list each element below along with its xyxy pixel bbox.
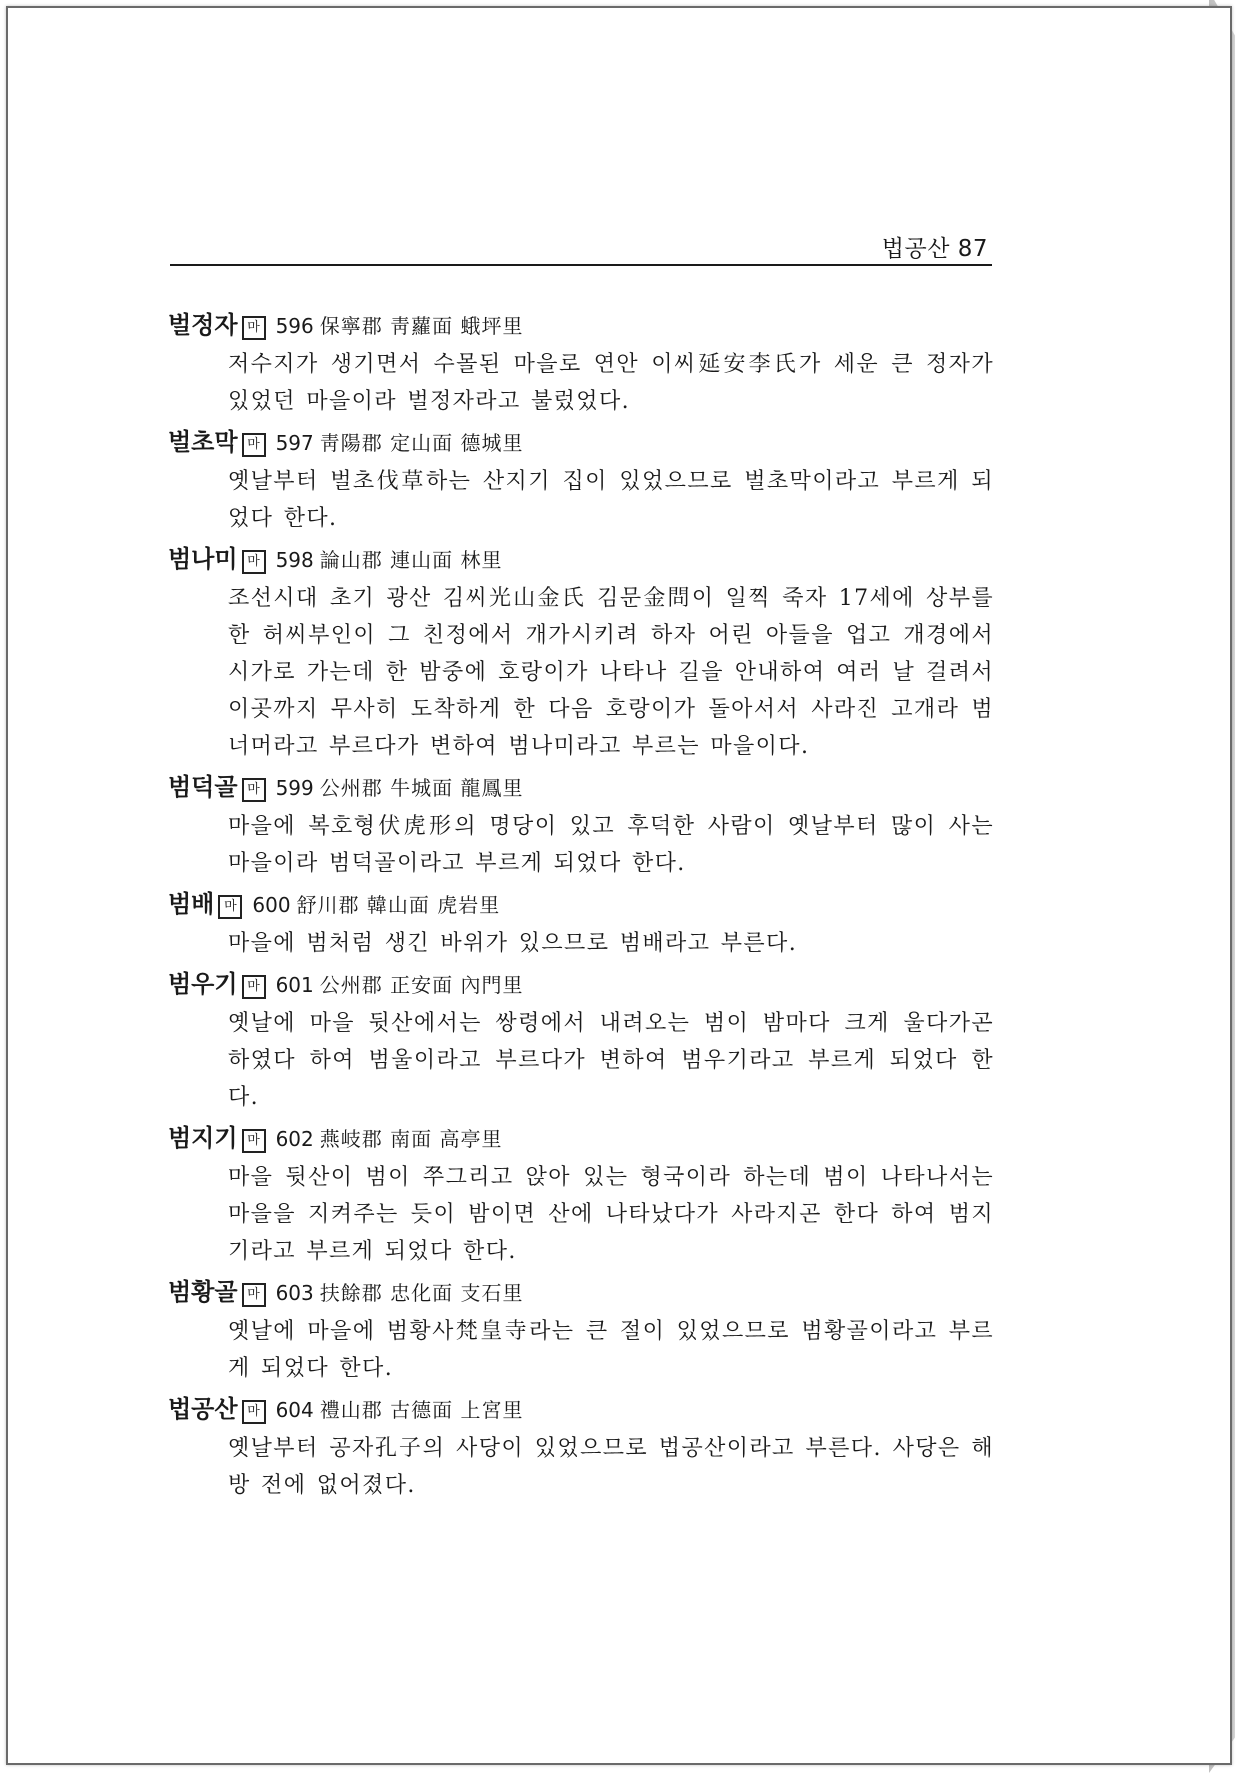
village-badge-icon: 마 [242, 1400, 266, 1424]
entry-number: 597 [275, 431, 314, 455]
entry-location: 燕岐郡 南面 高亭里 [319, 1127, 503, 1151]
entry-location: 公州郡 正安面 內門里 [319, 973, 524, 997]
entry-head [168, 1392, 994, 1427]
entry-head [168, 967, 994, 1002]
village-badge-icon: 마 [242, 1129, 266, 1153]
entry [168, 770, 994, 882]
entry-location: 禮山郡 古德面 上宮里 [319, 1398, 524, 1422]
entry [168, 1392, 994, 1504]
village-badge-icon: 마 [242, 778, 266, 802]
entry-title: 벌초막 [168, 428, 238, 456]
entry-description: 마을 뒷산이 범이 쭈그리고 앉아 있는 형국이라 하는데 범이 나타나서는 마을을 지켜주는 듯이 밤이면 산에 나타났다가 사라지곤 한다 하여 범지기라고 부르게 되었다 한다. [228, 1165, 994, 1264]
entry [168, 1121, 994, 1270]
entry-number: 604 [275, 1398, 314, 1422]
entry-head [168, 1275, 994, 1310]
entry-list [168, 308, 994, 1509]
entry-title: 범나미 [168, 545, 238, 573]
entry-title: 벌정자 [168, 311, 238, 339]
entry-location: 公州郡 牛城面 龍鳳里 [319, 776, 524, 800]
entry-head [168, 1121, 994, 1156]
village-badge-icon: 마 [242, 975, 266, 999]
entry [168, 425, 994, 537]
entry-title: 범지기 [168, 1124, 238, 1152]
entry-description: 옛날에 마을 뒷산에서는 쌍령에서 내려오는 범이 밤마다 크게 울다가곤 하였다 하여 범울이라고 부르다가 변하여 범우기라고 부르게 되었다 한다. [228, 1011, 994, 1110]
entry-number: 599 [275, 776, 314, 800]
village-badge-icon: 마 [242, 1283, 266, 1307]
village-badge-icon: 마 [242, 316, 266, 340]
entry-title: 범황골 [168, 1278, 238, 1306]
entry-description: 저수지가 생기면서 수몰된 마을로 연안 이씨延安李氏가 세운 큰 정자가 있었던 마을이라 벌정자라고 불렀었다. [228, 352, 994, 414]
entry [168, 308, 994, 420]
entry-title: 범배 [168, 890, 215, 918]
entry-head [168, 770, 994, 805]
entry-number: 598 [275, 548, 314, 572]
entry-head [168, 887, 994, 922]
entry-number: 602 [275, 1127, 314, 1151]
entry-title: 범덕골 [168, 773, 238, 801]
entry-number: 596 [275, 314, 314, 338]
entry-description: 마을에 복호형伏虎形의 명당이 있고 후덕한 사람이 옛날부터 많이 사는 마을이라 범덕골이라고 부르게 되었다 한다. [228, 814, 994, 876]
entry-location: 扶餘郡 忠化面 支石里 [319, 1281, 524, 1305]
entry-head [168, 308, 994, 343]
village-badge-icon: 마 [218, 895, 242, 919]
entry [168, 967, 994, 1116]
entry-head [168, 425, 994, 460]
entry-location: 保寧郡 靑蘿面 蛾坪里 [319, 314, 524, 338]
village-badge-icon: 마 [242, 550, 266, 574]
entry-description: 옛날부터 벌초伐草하는 산지기 집이 있었으므로 벌초막이라고 부르게 되었다 한다. [228, 469, 994, 531]
entry-description: 옛날부터 공자孔子의 사당이 있었으므로 법공산이라고 부른다. 사당은 해방 전에 없어졌다. [228, 1436, 994, 1498]
entry-location: 舒川郡 韓山面 虎岩里 [296, 893, 501, 917]
entry-description: 마을에 범처럼 생긴 바위가 있으므로 범배라고 부른다. [228, 931, 798, 956]
village-badge-icon: 마 [242, 433, 266, 457]
entry-location: 論山郡 連山面 林里 [319, 548, 503, 572]
entry-head [168, 542, 994, 577]
entry-title: 법공산 [168, 1395, 238, 1423]
entry [168, 542, 994, 765]
entry [168, 887, 994, 962]
running-head-text: 법공산 87 [881, 236, 988, 262]
entry-title: 범우기 [168, 970, 238, 998]
entry-number: 600 [252, 893, 291, 917]
entry-number: 603 [275, 1281, 314, 1305]
entry [168, 1275, 994, 1387]
entry-number: 601 [275, 973, 314, 997]
entry-location: 靑陽郡 定山面 德城里 [319, 431, 524, 455]
running-head [170, 226, 992, 266]
entry-description: 옛날에 마을에 범황사梵皇寺라는 큰 절이 있었으므로 범황골이라고 부르게 되었다 한다. [228, 1319, 994, 1381]
entry-description: 조선시대 초기 광산 김씨光山金氏 김문金問이 일찍 죽자 17세에 상부를 한 허씨부인이 그 친정에서 개가시키려 하자 어린 아들을 업고 개경에서 시가로 가는데 한 밤중에 호랑이가 나타나 길을 안내하여 여러 날 걸려서 이곳까지 무사히 도착하게 한 다음 호랑이가 돌아서서 사라진 고개라 범너머라고 부르다가 변하여 범나미라고 부르는 마을이다. [228, 586, 994, 759]
